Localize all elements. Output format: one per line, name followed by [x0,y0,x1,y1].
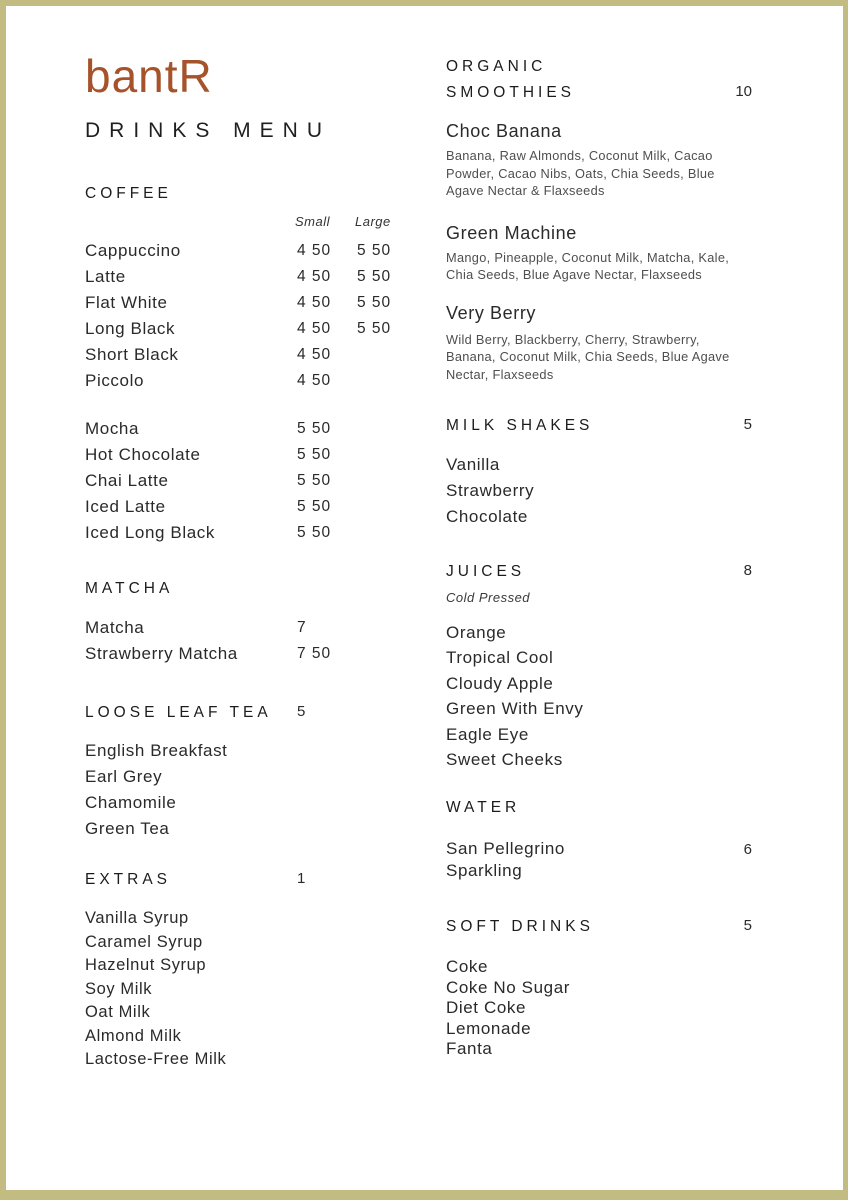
section-loose-leaf-tea [85,703,420,842]
item-name: Lactose-Free Milk [85,1050,227,1068]
menu-item [446,747,754,772]
item-name: Coke [446,957,489,977]
smoothies-section-title [446,54,754,106]
page-title: DRINKS MENU [85,119,332,142]
section-price: 1 [297,870,306,887]
item-name: Lemonade [446,1018,532,1038]
item-price-small: 4 50 [297,320,332,337]
item-price: 7 [297,619,307,636]
item-name: Oat Milk [85,1003,151,1021]
extras-section-title [85,870,420,890]
section-juices [446,562,754,772]
section-title-text: SOFT DRINKS [446,918,594,936]
menu-item [85,342,420,368]
menu-item [85,790,420,816]
menu-item [85,907,420,931]
menu-item [446,957,754,977]
menu-item [446,504,754,530]
smoothie-item-desc: Mango, Pineapple, Coconut Milk, Matcha, Kale, Chia Seeds, Blue Agave Nectar, Flaxseeds [446,249,730,282]
item-price-small: 4 50 [297,346,332,363]
item-price: 5 50 [297,524,332,541]
menu-item [85,931,420,955]
item-name: Flat White [85,293,168,312]
item-name-line1: San Pellegrino [446,839,565,859]
menu-item [85,520,420,546]
item-name: Strawberry [446,481,535,500]
menu-item [85,1048,420,1072]
item-name: Cappuccino [85,241,181,260]
section-price: 5 [297,703,306,720]
item-name: Long Black [85,319,176,338]
menu-item [85,954,420,978]
section-extras [85,870,420,1072]
section-soft-drinks [446,917,754,1059]
section-price: 5 [743,416,752,433]
menu-item [85,1001,420,1025]
water-section-title: WATER [446,799,521,817]
coffee-list-single [85,416,420,546]
section-milk-shakes [446,416,754,530]
item-name: Almond Milk [85,1026,182,1045]
softdrinks-section-title [446,917,754,937]
juices-subtitle: Cold Pressed [446,590,531,605]
tea-section-title [85,703,420,723]
item-price: 5 50 [297,472,332,489]
smoothie-item-desc: Banana, Raw Almonds, Coconut Milk, Cacao Powder, Cacao Nibs, Oats, Chia Seeds, Blue Agave Nectar & Flaxseeds [446,148,715,198]
smoothie-item-name: Choc Banana [446,121,562,141]
size-label-large: Large [355,214,391,229]
menu-item [85,615,420,641]
menu-item [85,442,420,468]
matcha-list [85,615,420,667]
item-name: Cloudy Apple [446,673,554,693]
section-title-text: MILK SHAKES [446,417,594,434]
section-price: 10 [735,83,752,100]
item-name: Hazelnut Syrup [85,956,207,974]
menu-item [85,290,420,316]
menu-item [85,816,420,842]
menu-item [446,671,754,696]
section-title-line1: ORGANIC [446,58,547,75]
item-price-small: 4 50 [297,294,332,311]
section-smoothies [446,54,754,383]
item-name: Short Black [85,345,179,364]
matcha-section-title: MATCHA [85,580,174,597]
item-name: Fanta [446,1038,493,1058]
item-name: Coke No Sugar [446,977,571,997]
item-name-line2: Sparkling [446,860,523,880]
extras-list [85,907,420,1072]
menu-item [85,738,420,764]
size-label-small: Small [295,214,331,229]
menu-item [446,838,754,881]
item-price-large: 5 50 [357,320,392,337]
softdrinks-list [446,957,754,1059]
smoothie-item-desc: Wild Berry, Blackberry, Cherry, Strawberry, Banana, Coconut Milk, Chia Seeds, Blue Agave Nectar, Flaxseeds [446,331,730,382]
item-name: Chamomile [85,793,177,812]
item-name: Diet Coke [446,998,527,1018]
coffee-section-title: COFFEE [85,185,172,202]
item-name: Caramel Syrup [85,932,203,951]
menu-item [446,696,754,721]
juices-list [446,620,754,772]
item-price-small: 4 50 [297,372,332,389]
menu-item [85,764,420,790]
milkshakes-section-title [446,416,754,436]
smoothie-item-name: Green Machine [446,222,577,243]
left-column [85,0,420,1072]
juices-section-title [446,562,754,582]
item-price-large: 5 50 [357,268,392,285]
menu-item [85,1025,420,1049]
menu-item [85,316,420,342]
item-name: Strawberry Matcha [85,644,238,663]
item-name: Vanilla Syrup [85,909,189,927]
item-name: Hot Chocolate [85,445,201,464]
menu-item [85,238,420,264]
item-price: 5 50 [297,446,332,463]
section-title-line2: SMOOTHIES [446,84,576,101]
item-name: Earl Grey [85,767,163,786]
item-name: Iced Latte [85,497,166,516]
section-title-text: EXTRAS [85,871,172,888]
item-name: English Breakfast [85,741,228,760]
item-price-small: 4 50 [297,268,332,285]
menu-item [85,368,420,394]
menu-item [446,978,754,998]
item-name: Chocolate [446,507,528,526]
menu-item [446,1019,754,1039]
menu-item [446,645,754,670]
menu-item [85,641,420,667]
milkshakes-list [446,452,754,530]
section-title-text: LOOSE LEAF TEA [85,704,272,721]
item-name: Eagle Eye [446,724,529,744]
item-price-large: 5 50 [357,294,392,311]
item-name: Chai Latte [85,471,169,490]
smoothie-item-name: Very Berry [446,302,537,323]
item-price: 5 50 [297,420,332,437]
menu-item [446,620,754,645]
brand-logo: bantR [85,50,213,102]
menu-item [446,452,754,478]
section-price: 8 [743,562,752,579]
size-column-headers [85,214,420,230]
menu-item [85,416,420,442]
menu-item [85,494,420,520]
menu-item [446,998,754,1018]
item-name: Orange [446,623,507,642]
item-price: 6 [743,841,752,859]
item-name: Mocha [85,419,140,438]
item-price: 7 50 [297,645,332,662]
menu-item [446,1039,754,1059]
menu-item [85,978,420,1002]
coffee-list-sized [85,238,420,394]
item-price: 5 50 [297,498,332,515]
item-name: Iced Long Black [85,523,215,542]
section-matcha [85,579,420,667]
item-name: Tropical Cool [446,648,554,668]
item-name: Sweet Cheeks [446,749,563,769]
section-price: 5 [743,917,752,935]
item-name: Matcha [85,618,145,637]
section-coffee [85,184,420,546]
item-name: Latte [85,267,126,286]
item-price-large: 5 50 [357,242,392,259]
section-title-text: JUICES [446,563,526,580]
item-name: Soy Milk [85,979,153,998]
item-name: Vanilla [446,455,500,474]
right-column [446,0,754,1059]
menu-item [446,722,754,747]
menu-item [85,468,420,494]
menu-item [85,264,420,290]
section-water [446,798,754,881]
tea-list [85,738,420,842]
item-price-small: 4 50 [297,242,332,259]
item-name: Green With Envy [446,699,584,719]
item-name: Piccolo [85,371,145,390]
item-name: Green Tea [85,819,170,838]
menu-item [446,478,754,504]
